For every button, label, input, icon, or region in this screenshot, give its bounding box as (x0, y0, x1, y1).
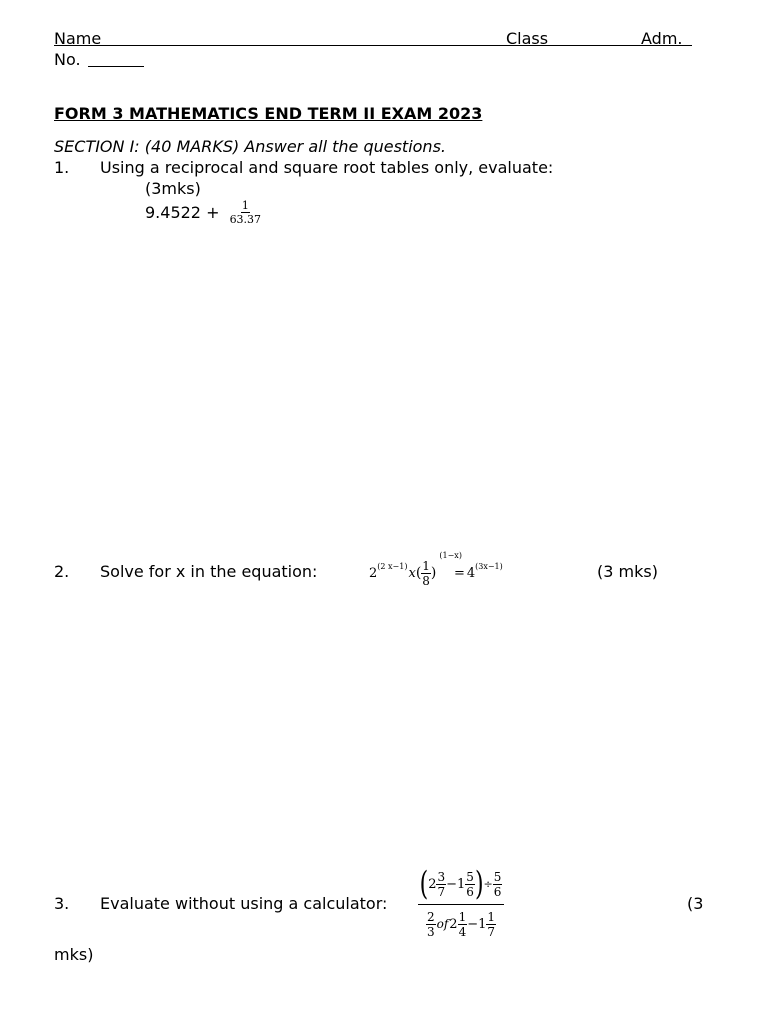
q3-text: Evaluate without using a calculator: (100, 894, 388, 913)
q3-n3: 5 (493, 869, 502, 884)
q2-frac-num: 1 (422, 558, 430, 573)
q3-n4: 2 (426, 909, 435, 924)
q3-w1: 2 (428, 876, 437, 892)
q2-equals: = (453, 565, 465, 581)
name-label: Name (54, 29, 102, 48)
q3-d2: 6 (466, 884, 474, 899)
q2-exp3: (3x−1) (475, 561, 503, 571)
adm-label: Adm. (641, 29, 683, 48)
q1-frac-den: 63.37 (229, 213, 262, 226)
q2-open-paren: ( (415, 565, 422, 581)
q2-exp2: (1−x) (439, 550, 462, 560)
q2-number: 2. (54, 562, 70, 581)
q3-d1: 7 (437, 884, 446, 899)
exam-title: FORM 3 MATHEMATICS END TERM II EXAM 2023 (54, 104, 483, 123)
q3-minus2: − (467, 916, 479, 932)
q2-text: Solve for x in the equation: (100, 562, 318, 581)
q3-n6: 1 (487, 909, 496, 924)
q3-n2: 5 (466, 869, 474, 884)
q3-denominator (416, 905, 506, 943)
q1-expression (145, 200, 262, 225)
q3-n5: 1 (458, 909, 467, 924)
q2-fraction (421, 560, 431, 587)
q3-n1: 3 (437, 869, 446, 884)
q3-lparen: ( (419, 865, 429, 903)
q3-frac4 (426, 911, 436, 938)
no-underline (88, 66, 144, 67)
q2-close-paren: ) (430, 565, 437, 581)
class-label: Class (506, 29, 549, 48)
q3-d4: 3 (426, 924, 435, 939)
q3-frac2 (465, 871, 475, 898)
q1-text: Using a reciprocal and square root tables only, evaluate: (100, 158, 554, 177)
q2-times: x (408, 565, 416, 581)
q3-marks-part1: (3 (687, 894, 704, 913)
q3-minus: − (446, 876, 458, 892)
section-heading: SECTION I: (40 MARKS) Answer all the questions. (54, 137, 446, 156)
q3-numerator (416, 864, 506, 904)
q3-d6: 7 (487, 924, 496, 939)
q2-equation (369, 549, 503, 589)
q1-expr-prefix: 9.4522 + (145, 202, 225, 222)
q3-expression (416, 864, 506, 943)
name-underline (54, 45, 692, 46)
q1-number: 1. (54, 158, 70, 177)
q3-w6: 1 (478, 916, 487, 932)
q3-number: 3. (54, 894, 70, 913)
q1-fraction (229, 200, 263, 225)
q3-rparen: ) (474, 865, 484, 903)
q2-marks: (3 mks) (597, 562, 658, 581)
q3-w2: 1 (457, 876, 466, 892)
q3-frac3 (493, 871, 503, 898)
q3-w5: 2 (449, 916, 458, 932)
q1-marks: (3mks) (145, 179, 201, 198)
q2-base2: 4 (466, 565, 476, 581)
q2-exp1: (2 x−1) (377, 561, 408, 571)
q2-base1: 2 (369, 565, 378, 581)
q3-frac5 (458, 911, 468, 938)
q3-d5: 4 (458, 924, 467, 939)
q3-frac6 (486, 911, 496, 938)
q3-marks-part2: mks) (54, 945, 94, 964)
q2-frac-den: 8 (422, 573, 430, 588)
q3-frac1 (436, 871, 446, 898)
q1-frac-num: 1 (241, 199, 249, 212)
q3-of: of (436, 917, 449, 931)
no-label: No. (54, 50, 81, 69)
q3-d3: 6 (493, 884, 502, 899)
q3-div: ÷ (483, 877, 493, 891)
